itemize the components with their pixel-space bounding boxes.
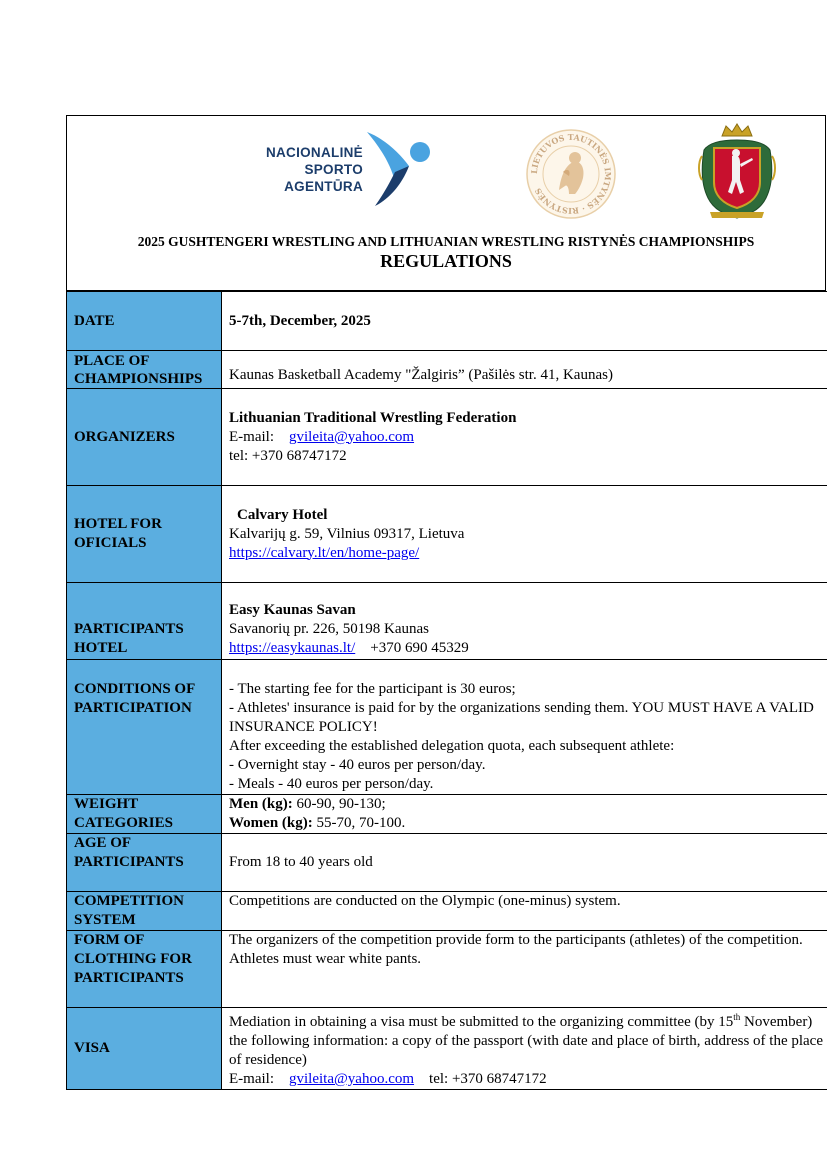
label-place-line: CHAMPIONSHIPS <box>74 370 203 387</box>
nsa-logo-line: AGENTŪRA <box>284 179 363 194</box>
document-header <box>66 115 826 291</box>
vilnius-coat-of-arms-icon <box>696 122 778 222</box>
label-hotel-officials <box>67 486 222 583</box>
row-weight <box>67 795 827 834</box>
visa-sup: th <box>733 1012 741 1022</box>
label-line: HOTEL <box>74 640 128 656</box>
clothing-line: The organizers of the competition provide form to the participants (athletes) of the competition. <box>229 932 803 948</box>
row-participants-hotel <box>67 583 827 660</box>
row-conditions <box>67 660 827 795</box>
visa-text-b: November) the following information: a copy of the passport (with date and place of birth, address of the place of residence) <box>229 1014 823 1068</box>
label-line: HOTEL FOR <box>74 516 162 532</box>
label-line: CLOTHING FOR <box>74 951 192 967</box>
championship-title: 2025 GUSHTENGERI WRESTLING AND LITHUANIAN WRESTLING RISTYNĖS CHAMPIONSHIPS <box>137 234 755 249</box>
row-place <box>67 351 827 389</box>
label-date: DATE <box>67 292 222 351</box>
regulations-title: REGULATIONS <box>380 251 512 271</box>
label-line: WEIGHT <box>74 796 139 812</box>
weight-women <box>229 814 827 833</box>
value-clothing <box>222 931 827 1008</box>
weight-men <box>229 795 827 814</box>
label-weight <box>67 795 222 834</box>
regulations-table <box>66 291 827 1090</box>
label-clothing <box>67 931 222 1008</box>
label-line: AGE OF <box>74 835 132 851</box>
label-organizers: ORGANIZERS <box>67 389 222 486</box>
visa-text <box>229 1008 827 1070</box>
officials-hotel-link[interactable]: https://calvary.lt/en/home-page/ <box>229 544 420 561</box>
organizer-email-line <box>229 428 827 447</box>
value-participants-hotel <box>222 583 827 660</box>
label-age <box>67 834 222 892</box>
nsa-logo-text <box>255 144 363 195</box>
officials-hotel-address: Kalvarijų g. 59, Vilnius 09317, Lietuva <box>229 525 465 542</box>
label-line: SYSTEM <box>74 912 136 928</box>
condition-line: - Overnight stay - 40 euros per person/day. <box>229 757 486 773</box>
label-line: FORM OF <box>74 932 145 948</box>
label-line: PARTICIPATION <box>74 700 192 716</box>
condition-line: - Meals - 40 euros per person/day. <box>229 776 434 792</box>
value-place: Kaunas Basketball Academy "Žalgiris” (Pašilės str. 41, Kaunas) <box>222 351 827 389</box>
value-weight <box>222 795 827 834</box>
organizer-tel: tel: +370 68747172 <box>229 447 347 464</box>
label-line: COMPETITION <box>74 893 185 909</box>
participants-hotel-contact <box>229 639 827 658</box>
women-value: 55-70, 70-100. <box>316 815 406 831</box>
women-label: Women (kg): <box>229 815 313 831</box>
regulations-document <box>66 115 826 1090</box>
nsa-logo <box>255 128 435 208</box>
visa-email-link[interactable]: gvileita@yahoo.com <box>289 1071 415 1087</box>
nsa-mark-icon <box>365 130 435 210</box>
label-line: PARTICIPANTS <box>74 621 184 637</box>
value-hotel-officials <box>222 486 827 583</box>
row-visa <box>67 1008 827 1090</box>
label-place-line: PLACE OF <box>74 352 150 369</box>
condition-line: After exceeding the established delegation quota, each subsequent athlete: <box>229 738 675 754</box>
label-conditions <box>67 660 222 795</box>
value-conditions <box>222 660 827 795</box>
nsa-logo-line: SPORTO <box>304 162 363 177</box>
visa-tel: tel: +370 68747172 <box>429 1071 547 1087</box>
label-participants-hotel <box>67 583 222 660</box>
label-line: PARTICIPANTS <box>74 854 184 870</box>
label-visa: VISA <box>67 1008 222 1090</box>
label-place <box>67 351 222 389</box>
row-clothing <box>67 931 827 1008</box>
condition-line: - Athletes' insurance is paid for by the organizations sending them. YOU MUST HAVE A VALID INSURANCE POLICY! <box>229 700 814 735</box>
participants-hotel-address: Savanorių pr. 226, 50198 Kaunas <box>229 621 429 637</box>
organizer-name: Lithuanian Traditional Wrestling Federation <box>229 409 517 426</box>
clothing-line: Athletes must wear white pants. <box>229 951 422 967</box>
row-age <box>67 834 827 892</box>
value-competition: Competitions are conducted on the Olympic (one-minus) system. <box>222 892 827 931</box>
organizer-email-link[interactable]: gvileita@yahoo.com <box>289 428 415 445</box>
row-competition <box>67 892 827 931</box>
label-line: OFICIALS <box>74 535 147 551</box>
officials-hotel-name: Calvary Hotel <box>237 506 328 523</box>
visa-text-a: Mediation in obtaining a visa must be submitted to the organizing committee (by 15 <box>229 1014 734 1030</box>
seal-text: LIETUVOS TAUTINĖS IMTYNĖS · RISTYNĖS <box>528 131 614 217</box>
row-organizers <box>67 389 827 486</box>
men-label: Men (kg): <box>229 796 293 812</box>
label-competition <box>67 892 222 931</box>
visa-email-label: E-mail: <box>229 1071 274 1087</box>
row-hotel-officials <box>67 486 827 583</box>
row-date <box>67 292 827 351</box>
value-visa <box>222 1008 827 1090</box>
condition-line: - The starting fee for the participant is 30 euros; <box>229 681 516 697</box>
label-line: PARTICIPANTS <box>74 970 184 986</box>
participants-hotel-link[interactable]: https://easykaunas.lt/ <box>229 640 356 656</box>
email-label: E-mail: <box>229 428 274 445</box>
value-age: From 18 to 40 years old <box>222 834 827 892</box>
participants-hotel-phone: +370 690 45329 <box>370 640 469 656</box>
wrestling-seal-icon <box>525 128 617 220</box>
visa-contact <box>229 1070 827 1089</box>
participants-hotel-name: Easy Kaunas Savan <box>229 602 356 618</box>
label-line: CATEGORIES <box>74 815 173 831</box>
label-line: CONDITIONS OF <box>74 681 196 697</box>
value-date: 5-7th, December, 2025 <box>222 292 827 351</box>
value-organizers <box>222 389 827 486</box>
nsa-logo-line: NACIONALINĖ <box>265 145 363 160</box>
men-value: 60-90, 90-130; <box>296 796 386 812</box>
